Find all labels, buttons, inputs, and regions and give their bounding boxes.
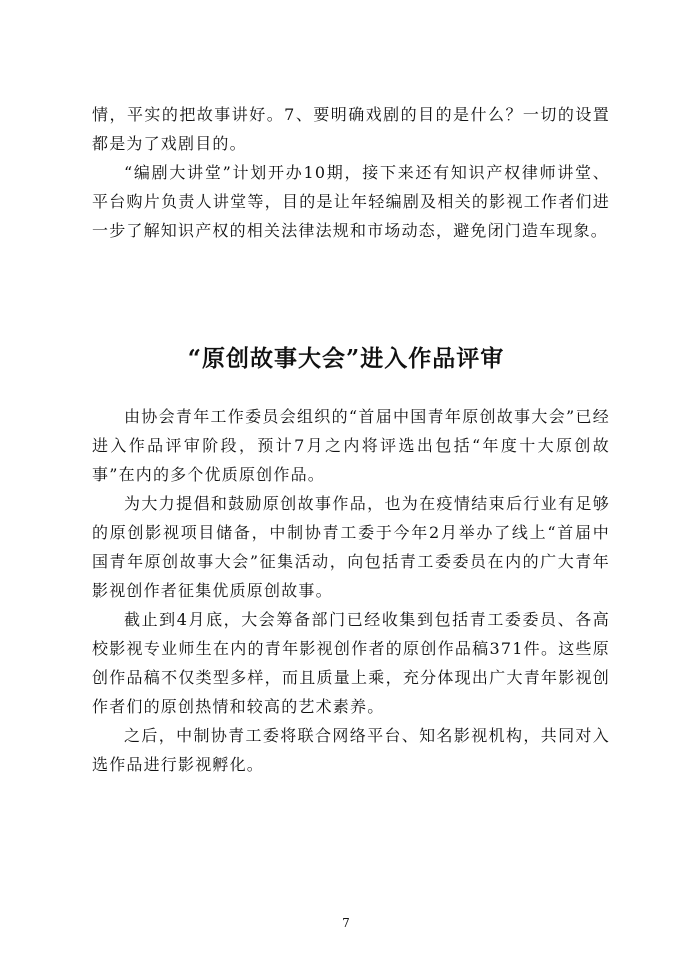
article-body	[92, 402, 610, 779]
article-paragraph-2: 为大力提倡和鼓励原创故事作品，也为在疫情结束后行业有足够的原创影视项目储备，中制协青工委于今年2月举办了线上“首届中国青年原创故事大会”征集活动，向包括青工委委员在内的广大青年影视创作者征集优质原创故事。	[92, 494, 610, 600]
article-paragraph-1: 由协会青年工作委员会组织的“首届中国青年原创故事大会”已经进入作品评审阶段，预计7月之内将评选出包括“年度十大原创故事”在内的多个优质原创作品。	[92, 407, 610, 484]
page-number: 7	[342, 916, 350, 930]
continued-text-section	[92, 100, 610, 245]
article-paragraph-3: 截止到4月底，大会筹备部门已经收集到包括青工委委员、各高校影视专业师生在内的青年影视创作者的原创作品稿371件。这些原创作品稿不仅类型多样，而且质量上乘，充分体现出广大青年影视创作者们的原创热情和较高的艺术素养。	[92, 610, 610, 716]
article-paragraph-4: 之后，中制协青工委将联合网络平台、知名影视机构，共同对入选作品进行影视孵化。	[92, 726, 610, 774]
lecture-paragraph: “编剧大讲堂”计划开办10期，接下来还有知识产权律师讲堂、平台购片负责人讲堂等，目的是让年轻编剧及相关的影视工作者们进一步了解知识产权的相关法律法规和市场动态，避免闭门造车现象。	[92, 163, 610, 240]
article-title: “原创故事大会”进入作品评审	[187, 345, 505, 372]
continued-paragraph: 情，平实的把故事讲好。7、要明确戏剧的目的是什么？一切的设置都是为了戏剧目的。	[92, 105, 610, 153]
